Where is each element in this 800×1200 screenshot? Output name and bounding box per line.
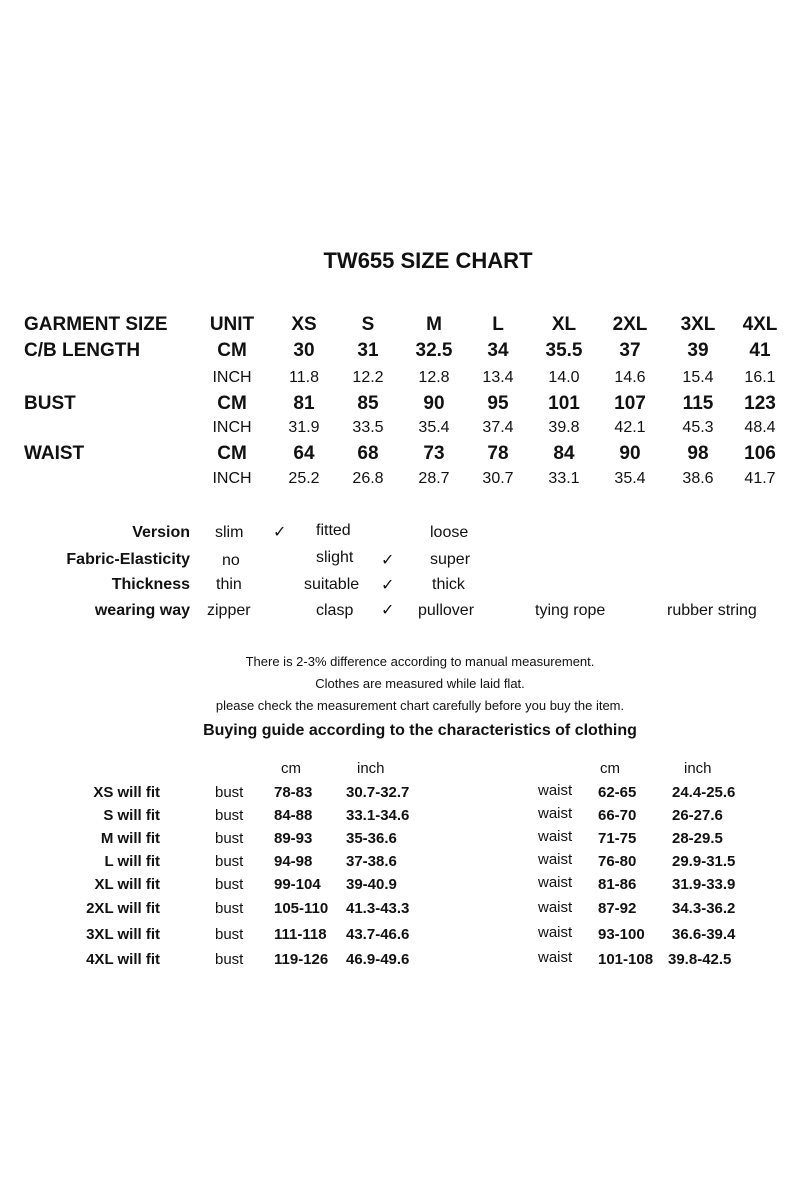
value-cm: 123 (744, 393, 776, 414)
value-inch: 26.8 (352, 470, 384, 487)
guide-bust-label: bust (215, 926, 244, 943)
header-size-s: S (361, 314, 375, 335)
unit-cm: CM (217, 443, 247, 464)
guide-bust-inch: 33.1-34.6 (346, 807, 410, 824)
option-clasp: clasp (316, 602, 354, 619)
guide-bust-label: bust (215, 830, 244, 847)
value-inch: 16.1 (744, 369, 776, 386)
value-inch: 31.9 (288, 419, 320, 436)
feature-label-fabric-elasticity: Fabric-Elasticity (66, 551, 190, 568)
guide-bust-label: bust (215, 876, 244, 893)
value-cm: 101 (548, 393, 580, 414)
guide-waist-inch: 29.9-31.5 (672, 853, 736, 870)
guide-header-inch: inch (684, 760, 712, 777)
value-inch: 45.3 (682, 419, 714, 436)
guide-fit-label: 3XL will fit (86, 926, 160, 943)
guide-waist-inch: 24.4-25.6 (672, 784, 736, 801)
guide-waist-cm: 76-80 (598, 853, 637, 870)
header-size-3xl: 3XL (680, 314, 716, 335)
header-size-m: M (426, 314, 442, 335)
feature-label-wearing-way: wearing way (94, 602, 190, 619)
guide-bust-inch: 39-40.9 (346, 876, 397, 893)
header-size-xs: XS (291, 314, 317, 335)
option-loose: loose (430, 524, 469, 541)
guide-bust-label: bust (215, 784, 244, 801)
guide-waist-cm: 62-65 (598, 784, 637, 801)
guide-fit-label: XL will fit (94, 876, 160, 893)
guide-bust-cm: 111-118 (274, 926, 327, 943)
value-cm: 106 (744, 443, 776, 464)
guide-fit-label: 4XL will fit (86, 951, 160, 968)
unit-cm: CM (217, 393, 247, 414)
guide-waist-inch: 28-29.5 (672, 830, 723, 847)
value-cm: 78 (487, 443, 509, 464)
option-thin: thin (216, 576, 242, 593)
value-inch: 12.2 (352, 369, 384, 386)
guide-bust-cm: 94-98 (274, 853, 313, 870)
value-cm: 90 (423, 393, 445, 414)
guide-waist-label: waist (538, 782, 573, 799)
value-cm: 30 (293, 340, 315, 361)
value-cm: 31 (357, 340, 379, 361)
guide-waist-inch: 39.8-42.5 (668, 951, 732, 968)
guide-bust-inch: 46.9-49.6 (346, 951, 410, 968)
header-size-2xl: 2XL (612, 314, 648, 335)
guide-title: Buying guide according to the characteristics of clothing (203, 722, 637, 739)
option-zipper: zipper (207, 602, 251, 619)
guide-fit-label: S will fit (103, 807, 160, 824)
value-inch: 33.1 (548, 470, 580, 487)
guide-waist-cm: 71-75 (598, 830, 637, 847)
guide-waist-label: waist (538, 851, 573, 868)
value-inch: 28.7 (418, 470, 450, 487)
guide-header-cm: cm (600, 760, 620, 777)
guide-waist-inch: 34.3-36.2 (672, 900, 736, 917)
check-mark-icon: ✓ (273, 524, 287, 541)
value-inch: 35.4 (614, 470, 646, 487)
value-inch: 48.4 (744, 419, 776, 436)
value-inch: 35.4 (418, 419, 450, 436)
guide-fit-label: 2XL will fit (86, 900, 160, 917)
option-fitted: fitted (316, 522, 351, 539)
value-cm: 41 (749, 340, 771, 361)
guide-waist-inch: 31.9-33.9 (672, 876, 736, 893)
value-cm: 84 (553, 443, 575, 464)
value-inch: 41.7 (744, 470, 776, 487)
value-inch: 37.4 (482, 419, 514, 436)
guide-bust-cm: 84-88 (274, 807, 313, 824)
check-mark-icon: ✓ (381, 577, 395, 594)
value-cm: 37 (619, 340, 641, 361)
guide-header-inch: inch (357, 760, 385, 777)
value-cm: 64 (293, 443, 315, 464)
value-inch: 25.2 (288, 470, 320, 487)
value-inch: 11.8 (289, 369, 319, 386)
header-size-xl: XL (551, 314, 577, 335)
guide-waist-cm: 93-100 (598, 926, 645, 943)
guide-waist-label: waist (538, 828, 573, 845)
guide-bust-cm: 78-83 (274, 784, 313, 801)
note-measurement-difference: There is 2-3% difference according to manual measurement. (245, 654, 595, 669)
option-suitable: suitable (304, 576, 360, 593)
guide-waist-label: waist (538, 805, 573, 822)
value-cm: 35.5 (545, 340, 583, 361)
option-no: no (222, 552, 240, 569)
guide-bust-label: bust (215, 900, 244, 917)
guide-bust-inch: 37-38.6 (346, 853, 397, 870)
value-inch: 33.5 (352, 419, 384, 436)
guide-waist-label: waist (538, 949, 573, 966)
guide-bust-cm: 89-93 (274, 830, 313, 847)
guide-fit-label: L will fit (104, 853, 160, 870)
value-inch: 15.4 (682, 369, 714, 386)
header-garment-size: GARMENT SIZE (24, 314, 168, 335)
guide-waist-label: waist (538, 899, 573, 916)
note-check-chart: please check the measurement chart carefully before you buy the item. (215, 698, 625, 713)
option-slim: slim (215, 524, 244, 541)
guide-bust-inch: 43.7-46.6 (346, 926, 410, 943)
value-inch: 14.6 (614, 369, 646, 386)
row-label-bust: BUST (24, 393, 76, 414)
guide-bust-label: bust (215, 807, 244, 824)
guide-fit-label: M will fit (100, 830, 160, 847)
unit-inch: INCH (212, 470, 252, 487)
guide-bust-inch: 35-36.6 (346, 830, 397, 847)
note-laid-flat: Clothes are measured while laid flat. (315, 676, 525, 691)
guide-bust-inch: 30.7-32.7 (346, 784, 410, 801)
value-cm: 90 (619, 443, 641, 464)
page-title: TW655 SIZE CHART (323, 248, 533, 273)
option-rubber-string: rubber string (667, 602, 757, 619)
value-cm: 32.5 (415, 340, 453, 361)
guide-bust-cm: 105-110 (274, 900, 329, 917)
option-slight: slight (316, 549, 354, 566)
value-cm: 107 (614, 393, 646, 414)
value-cm: 39 (687, 340, 709, 361)
guide-waist-inch: 36.6-39.4 (672, 926, 736, 943)
value-inch: 42.1 (614, 419, 646, 436)
guide-waist-cm: 81-86 (598, 876, 637, 893)
guide-waist-cm: 101-108 (598, 951, 654, 968)
option-tying-rope: tying rope (535, 602, 606, 619)
value-cm: 85 (357, 393, 379, 414)
guide-waist-label: waist (538, 874, 573, 891)
option-thick: thick (432, 576, 465, 593)
value-cm: 95 (487, 393, 509, 414)
guide-waist-cm: 87-92 (598, 900, 637, 917)
feature-label-thickness: Thickness (111, 576, 190, 593)
value-inch: 30.7 (482, 470, 514, 487)
guide-bust-label: bust (215, 951, 244, 968)
unit-inch: INCH (212, 369, 252, 386)
value-inch: 39.8 (548, 419, 580, 436)
value-inch: 14.0 (548, 369, 580, 386)
header-unit: UNIT (209, 314, 255, 335)
unit-cm: CM (217, 340, 247, 361)
header-size-4xl: 4XL (742, 314, 778, 335)
value-cm: 73 (423, 443, 445, 464)
value-cm: 81 (293, 393, 315, 414)
guide-bust-inch: 41.3-43.3 (346, 900, 410, 917)
guide-waist-cm: 66-70 (598, 807, 637, 824)
guide-header-cm: cm (281, 760, 301, 777)
value-inch: 38.6 (682, 470, 714, 487)
value-cm: 34 (487, 340, 509, 361)
row-label-waist: WAIST (24, 443, 85, 464)
value-inch: 12.8 (418, 369, 450, 386)
option-pullover: pullover (418, 602, 475, 619)
guide-waist-inch: 26-27.6 (672, 807, 723, 824)
row-label-cb-length: C/B LENGTH (24, 340, 141, 361)
option-super: super (430, 551, 471, 568)
check-mark-icon: ✓ (381, 552, 395, 569)
check-mark-icon: ✓ (381, 602, 395, 619)
value-cm: 68 (357, 443, 379, 464)
guide-bust-label: bust (215, 853, 244, 870)
header-size-l: L (492, 314, 504, 335)
feature-label-version: Version (132, 524, 190, 541)
value-cm: 98 (687, 443, 709, 464)
guide-bust-cm: 99-104 (274, 876, 321, 893)
value-cm: 115 (682, 393, 714, 414)
guide-waist-label: waist (538, 924, 573, 941)
unit-inch: INCH (212, 419, 252, 436)
guide-bust-cm: 119-126 (274, 951, 329, 968)
value-inch: 13.4 (482, 369, 514, 386)
guide-fit-label: XS will fit (93, 784, 160, 801)
